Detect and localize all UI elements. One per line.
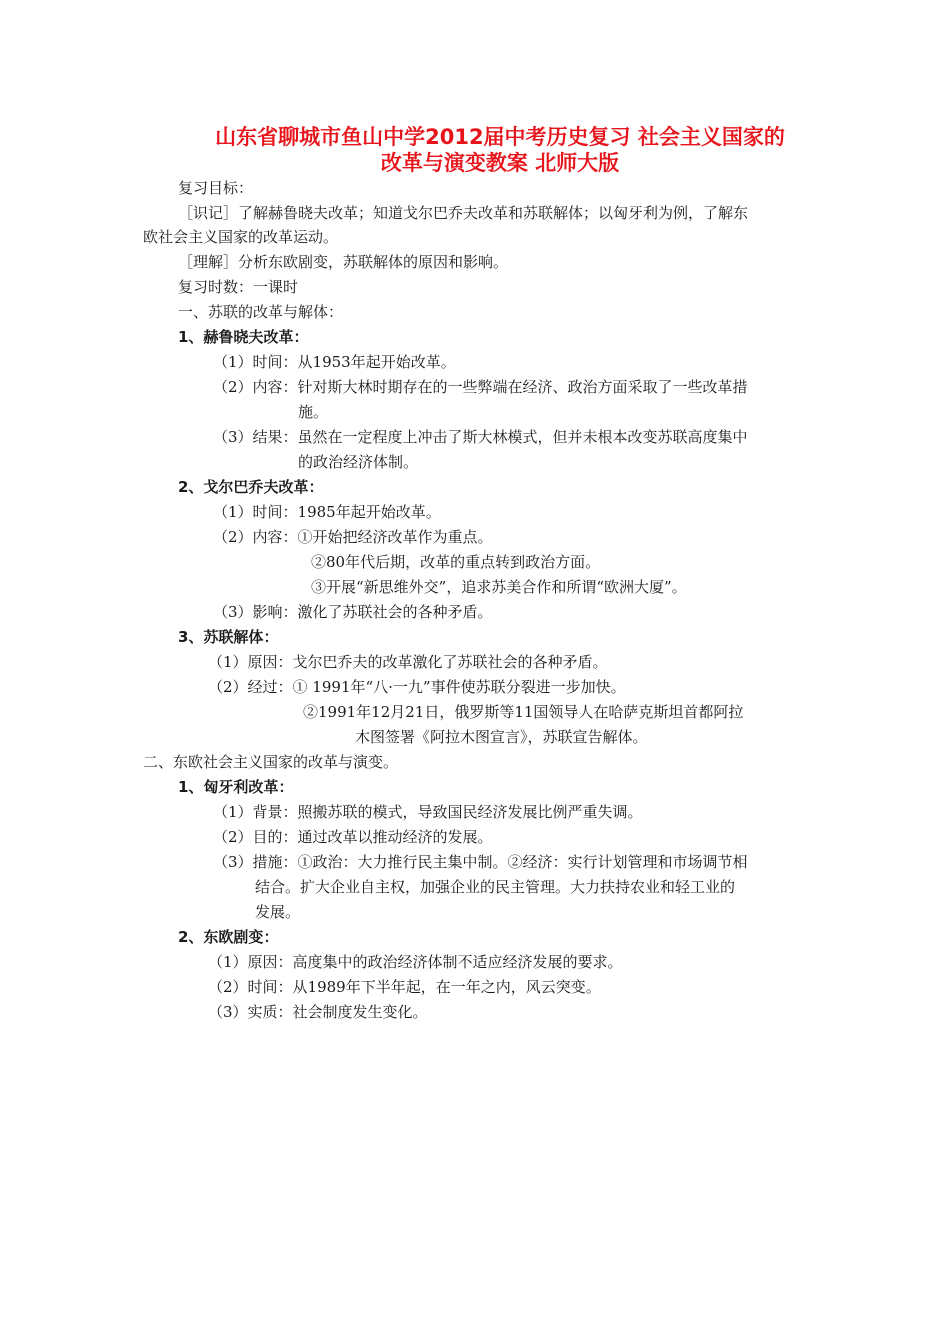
upheaval-essence: （3）实质：社会制度发生变化。 bbox=[208, 1003, 428, 1021]
gorbachev-content-2: ②80年代后期，改革的重点转到政治方面。 bbox=[311, 553, 601, 571]
hungary-purpose: （2）目的：通过改革以推动经济的发展。 bbox=[213, 828, 493, 846]
hungary-background: （1）背景：照搬苏联的模式，导致国民经济发展比例严重失调。 bbox=[213, 803, 643, 821]
subsection-gorbachev-heading: 2、戈尔巴乔夫改革： bbox=[178, 478, 324, 496]
khrushchev-time: （1）时间：从1953年起开始改革。 bbox=[213, 353, 456, 371]
gorbachev-content-1: （2）内容：①开始把经济改革作为重点。 bbox=[213, 528, 493, 546]
upheaval-cause: （1）原因：高度集中的政治经济体制不适应经济发展的要求。 bbox=[208, 953, 623, 971]
subsection-hungary-heading: 1、匈牙利改革： bbox=[178, 778, 294, 796]
dissolution-process-2-line-2: 木图签署《阿拉木图宣言》，苏联宣告解体。 bbox=[355, 728, 648, 746]
hungary-measures-line-1: （3）措施：①政治：大力推行民主集中制。②经济：实行计划管理和市场调节相 bbox=[213, 853, 748, 871]
gorbachev-time: （1）时间：1985年起开始改革。 bbox=[213, 503, 441, 521]
khrushchev-result-line-2: 的政治经济体制。 bbox=[298, 453, 419, 471]
review-hours: 复习时数：一课时 bbox=[178, 278, 299, 296]
gorbachev-content-3: ③开展“新思维外交”，追求苏美合作和所谓“欧洲大厦”。 bbox=[311, 578, 687, 596]
upheaval-time: （2）时间：从1989年下半年起，在一年之内，风云突变。 bbox=[208, 978, 601, 996]
subsection-ussr-dissolution-heading: 3、苏联解体： bbox=[178, 628, 279, 646]
khrushchev-result-line-1: （3）结果：虽然在一定程度上冲击了斯大林模式，但并未根本改变苏联高度集中 bbox=[213, 428, 748, 446]
khrushchev-content-line-1: （2）内容：针对斯大林时期存在的一些弊端在经济、政治方面采取了一些改革措 bbox=[213, 378, 748, 396]
review-goals-heading: 复习目标： bbox=[178, 179, 254, 197]
dissolution-process-1: （2）经过：① 1991年“八·一九”事件使苏联分裂进一步加快。 bbox=[208, 678, 626, 696]
hungary-measures-line-3: 发展。 bbox=[255, 903, 301, 921]
subsection-eastern-europe-upheaval-heading: 2、东欧剧变： bbox=[178, 928, 279, 946]
document-title-line-2: 改革与演变教案 北师大版 bbox=[380, 151, 620, 175]
khrushchev-content-line-2: 施。 bbox=[298, 403, 329, 421]
subsection-khrushchev-heading: 1、赫鲁晓夫改革： bbox=[178, 328, 309, 346]
section-2-heading: 二、东欧社会主义国家的改革与演变。 bbox=[143, 753, 399, 771]
goal-understand: ［理解］分析东欧剧变，苏联解体的原因和影响。 bbox=[178, 253, 509, 271]
dissolution-process-2-line-1: ②1991年12月21日，俄罗斯等11国领导人在哈萨克斯坦首都阿拉 bbox=[303, 703, 744, 721]
goal-memorize-line-1: ［识记］了解赫鲁晓夫改革；知道戈尔巴乔夫改革和苏联解体；以匈牙利为例，了解东 bbox=[178, 204, 749, 222]
document-title-line-1: 山东省聊城市鱼山中学2012届中考历史复习 社会主义国家的 bbox=[215, 125, 785, 149]
gorbachev-impact: （3）影响：激化了苏联社会的各种矛盾。 bbox=[213, 603, 493, 621]
goal-memorize-line-2: 欧社会主义国家的改革运动。 bbox=[143, 228, 339, 246]
dissolution-cause: （1）原因：戈尔巴乔夫的改革激化了苏联社会的各种矛盾。 bbox=[208, 653, 608, 671]
hungary-measures-line-2: 结合。扩大企业自主权，加强企业的民主管理。大力扶持农业和轻工业的 bbox=[255, 878, 736, 896]
section-1-heading: 一、苏联的改革与解体： bbox=[178, 303, 344, 321]
